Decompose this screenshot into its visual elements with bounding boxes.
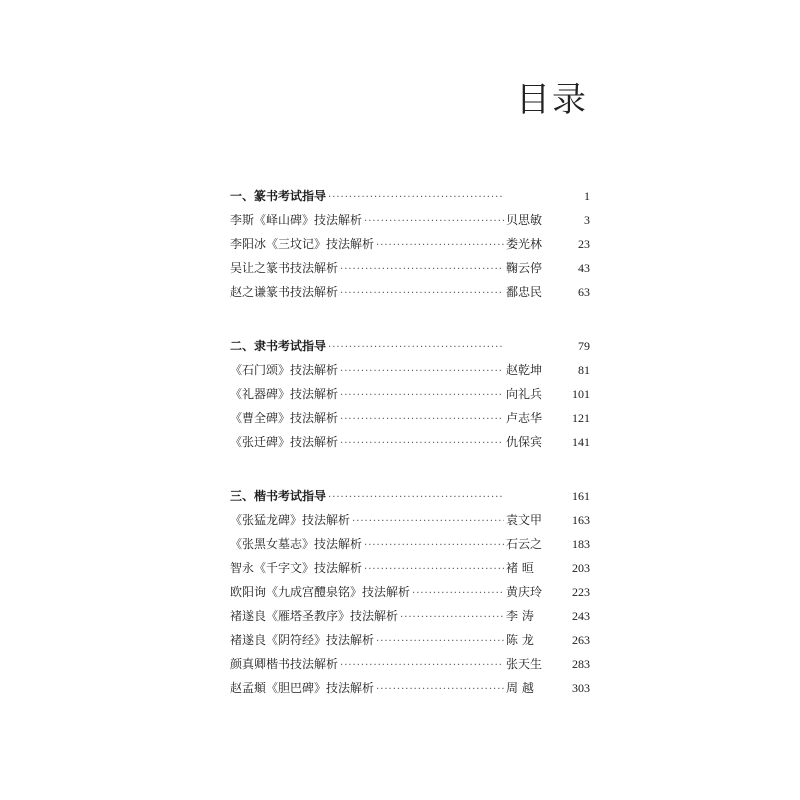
entry-title: 《礼器碑》技法解析 xyxy=(230,387,339,401)
toc-section xyxy=(230,184,590,304)
toc-section xyxy=(230,484,590,700)
entry-author: 黄庆玲 xyxy=(506,585,543,599)
entry-author: 袁文甲 xyxy=(506,513,543,527)
entry-author: 鄱忠民 xyxy=(506,285,543,299)
entry-title: 《曹全碑》技法解析 xyxy=(230,411,339,425)
table-of-contents xyxy=(230,184,590,730)
page-number: 243 xyxy=(572,609,590,623)
leader-dots xyxy=(364,534,504,558)
page-number: 263 xyxy=(572,633,590,647)
entry-author: 赵乾坤 xyxy=(506,363,543,377)
page-number: 81 xyxy=(578,363,590,377)
toc-entry[interactable] xyxy=(230,508,590,532)
leader-dots xyxy=(340,654,504,678)
page-number: 3 xyxy=(584,213,590,227)
page-number: 161 xyxy=(572,489,590,503)
page-number: 63 xyxy=(578,285,590,299)
leader-dots xyxy=(328,486,504,510)
entry-author: 向礼兵 xyxy=(506,387,543,401)
toc-entry[interactable] xyxy=(230,256,590,280)
toc-entry[interactable] xyxy=(230,280,590,304)
entry-title: 欧阳询《九成宫醴泉铭》技法解析 xyxy=(230,585,411,599)
entry-title: 赵之谦篆书技法解析 xyxy=(230,285,339,299)
toc-entry[interactable] xyxy=(230,406,590,430)
leader-dots xyxy=(400,606,504,630)
section-heading-row[interactable] xyxy=(230,484,590,508)
leader-dots xyxy=(412,582,504,606)
entry-title: 《张黑女墓志》技法解析 xyxy=(230,537,363,551)
leader-dots xyxy=(340,258,504,282)
section-heading-label: 二、隶书考试指导 xyxy=(230,339,327,353)
toc-section xyxy=(230,334,590,454)
page-number: 303 xyxy=(572,681,590,695)
entry-title: 颜真卿楷书技法解析 xyxy=(230,657,339,671)
leader-dots xyxy=(376,678,504,702)
section-heading-row[interactable] xyxy=(230,334,590,358)
page-number: 223 xyxy=(572,585,590,599)
section-heading-label: 一、篆书考试指导 xyxy=(230,189,327,203)
leader-dots xyxy=(364,210,504,234)
leader-dots xyxy=(376,630,504,654)
entry-author: 娄光林 xyxy=(506,237,543,251)
page-number: 283 xyxy=(572,657,590,671)
entry-author: 褚 晅 xyxy=(506,561,534,575)
leader-dots xyxy=(340,384,504,408)
section-heading-label: 三、楷书考试指导 xyxy=(230,489,327,503)
leader-dots xyxy=(340,408,504,432)
page-number: 141 xyxy=(572,435,590,449)
page-number: 203 xyxy=(572,561,590,575)
page-number: 121 xyxy=(572,411,590,425)
entry-title: 褚遂良《阴符经》技法解析 xyxy=(230,633,375,647)
entry-author: 仇保宾 xyxy=(506,435,543,449)
entry-title: 吴让之篆书技法解析 xyxy=(230,261,339,275)
toc-entry[interactable] xyxy=(230,430,590,454)
toc-entry[interactable] xyxy=(230,676,590,700)
entry-title: 《张迁碑》技法解析 xyxy=(230,435,339,449)
leader-dots xyxy=(328,186,504,210)
toc-entry[interactable] xyxy=(230,232,590,256)
entry-title: 赵孟頫《胆巴碑》技法解析 xyxy=(230,681,375,695)
toc-entry[interactable] xyxy=(230,580,590,604)
toc-entry[interactable] xyxy=(230,382,590,406)
toc-entry[interactable] xyxy=(230,532,590,556)
page-number: 183 xyxy=(572,537,590,551)
page-number: 1 xyxy=(584,189,590,203)
leader-dots xyxy=(340,282,504,306)
entry-author: 石云之 xyxy=(506,537,543,551)
leader-dots xyxy=(328,336,504,360)
page-title: 目录 xyxy=(516,80,588,120)
entry-author: 张天生 xyxy=(506,657,543,671)
entry-author: 贝思敏 xyxy=(506,213,543,227)
entry-title: 褚遂良《雁塔圣教序》技法解析 xyxy=(230,609,399,623)
page-number: 101 xyxy=(572,387,590,401)
toc-entry[interactable] xyxy=(230,652,590,676)
entry-title: 智永《千字文》技法解析 xyxy=(230,561,363,575)
entry-title: 李斯《峄山碑》技法解析 xyxy=(230,213,363,227)
toc-entry[interactable] xyxy=(230,628,590,652)
leader-dots xyxy=(340,360,504,384)
entry-author: 周 越 xyxy=(506,681,534,695)
toc-entry[interactable] xyxy=(230,358,590,382)
entry-title: 李阳冰《三坟记》技法解析 xyxy=(230,237,375,251)
entry-author: 陈 龙 xyxy=(506,633,534,647)
entry-author: 鞠云停 xyxy=(506,261,543,275)
toc-entry[interactable] xyxy=(230,556,590,580)
section-heading-row[interactable] xyxy=(230,184,590,208)
entry-author: 卢志华 xyxy=(506,411,543,425)
page-number: 23 xyxy=(578,237,590,251)
entry-title: 《张猛龙碑》技法解析 xyxy=(230,513,351,527)
toc-entry[interactable] xyxy=(230,604,590,628)
page-number: 79 xyxy=(578,339,590,353)
page-number: 163 xyxy=(572,513,590,527)
toc-entry[interactable] xyxy=(230,208,590,232)
leader-dots xyxy=(376,234,504,258)
entry-author: 李 涛 xyxy=(506,609,534,623)
leader-dots xyxy=(352,510,504,534)
entry-title: 《石门颂》技法解析 xyxy=(230,363,339,377)
leader-dots xyxy=(364,558,504,582)
page-number: 43 xyxy=(578,261,590,275)
leader-dots xyxy=(340,432,504,456)
